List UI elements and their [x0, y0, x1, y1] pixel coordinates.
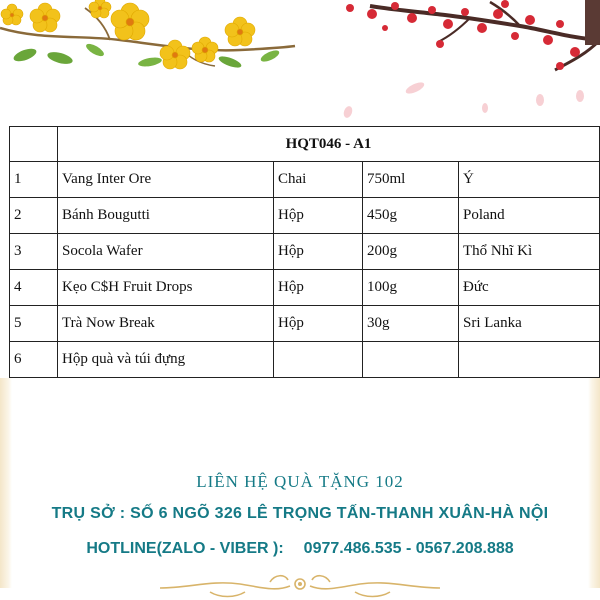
product-name: Hộp quà và túi đựng — [58, 342, 274, 378]
table-row — [10, 270, 600, 306]
product-unit: Chai — [274, 162, 363, 198]
table-row — [10, 306, 600, 342]
table-row — [10, 198, 600, 234]
product-origin: Sri Lanka — [459, 306, 600, 342]
hotline-line — [0, 540, 600, 558]
peach-blossom-branch — [342, 0, 600, 119]
table-row — [10, 342, 600, 378]
apricot-blossom-branch — [0, 0, 295, 70]
blossom-header-illustration — [0, 0, 600, 125]
product-origin: Poland — [459, 198, 600, 234]
product-unit: Hộp — [274, 270, 363, 306]
product-origin: Đức — [459, 270, 600, 306]
product-name: Kẹo C$H Fruit Drops — [58, 270, 274, 306]
product-unit: Hộp — [274, 306, 363, 342]
product-name: Bánh Bougutti — [58, 198, 274, 234]
product-quantity — [363, 342, 459, 378]
row-number: 5 — [10, 306, 58, 342]
product-name: Vang Inter Ore — [58, 162, 274, 198]
hotline-numbers: 0977.486.535 - 0567.208.888 — [303, 540, 514, 557]
gold-flourish-ornament — [150, 570, 450, 600]
row-number: 3 — [10, 234, 58, 270]
row-number: 2 — [10, 198, 58, 234]
gift-set-code: HQT046 - A1 — [58, 127, 600, 162]
table-header-row — [10, 127, 600, 162]
product-quantity: 750ml — [363, 162, 459, 198]
product-table — [9, 126, 600, 378]
head-office-address: TRỤ SỞ : SỐ 6 NGÕ 326 LÊ TRỌNG TẤN-THANH XUÂN-HÀ NỘI — [51, 505, 549, 522]
product-origin: Thổ Nhĩ Kì — [459, 234, 600, 270]
product-quantity: 450g — [363, 198, 459, 234]
row-number: 6 — [10, 342, 58, 378]
hotline-label: HOTLINE(ZALO - VIBER ): — [86, 540, 284, 557]
product-unit — [274, 342, 363, 378]
row-number: 4 — [10, 270, 58, 306]
product-origin: Ý — [459, 162, 600, 198]
product-unit: Hộp — [274, 198, 363, 234]
product-name: Socola Wafer — [58, 234, 274, 270]
product-quantity: 200g — [363, 234, 459, 270]
product-origin — [459, 342, 600, 378]
row-number: 1 — [10, 162, 58, 198]
contact-heading: LIÊN HỆ QUÀ TẶNG 102 — [196, 472, 404, 491]
product-unit: Hộp — [274, 234, 363, 270]
product-quantity: 30g — [363, 306, 459, 342]
table-row — [10, 234, 600, 270]
header-blank-cell — [10, 127, 58, 162]
table-row — [10, 162, 600, 198]
product-name: Trà Now Break — [58, 306, 274, 342]
product-quantity: 100g — [363, 270, 459, 306]
